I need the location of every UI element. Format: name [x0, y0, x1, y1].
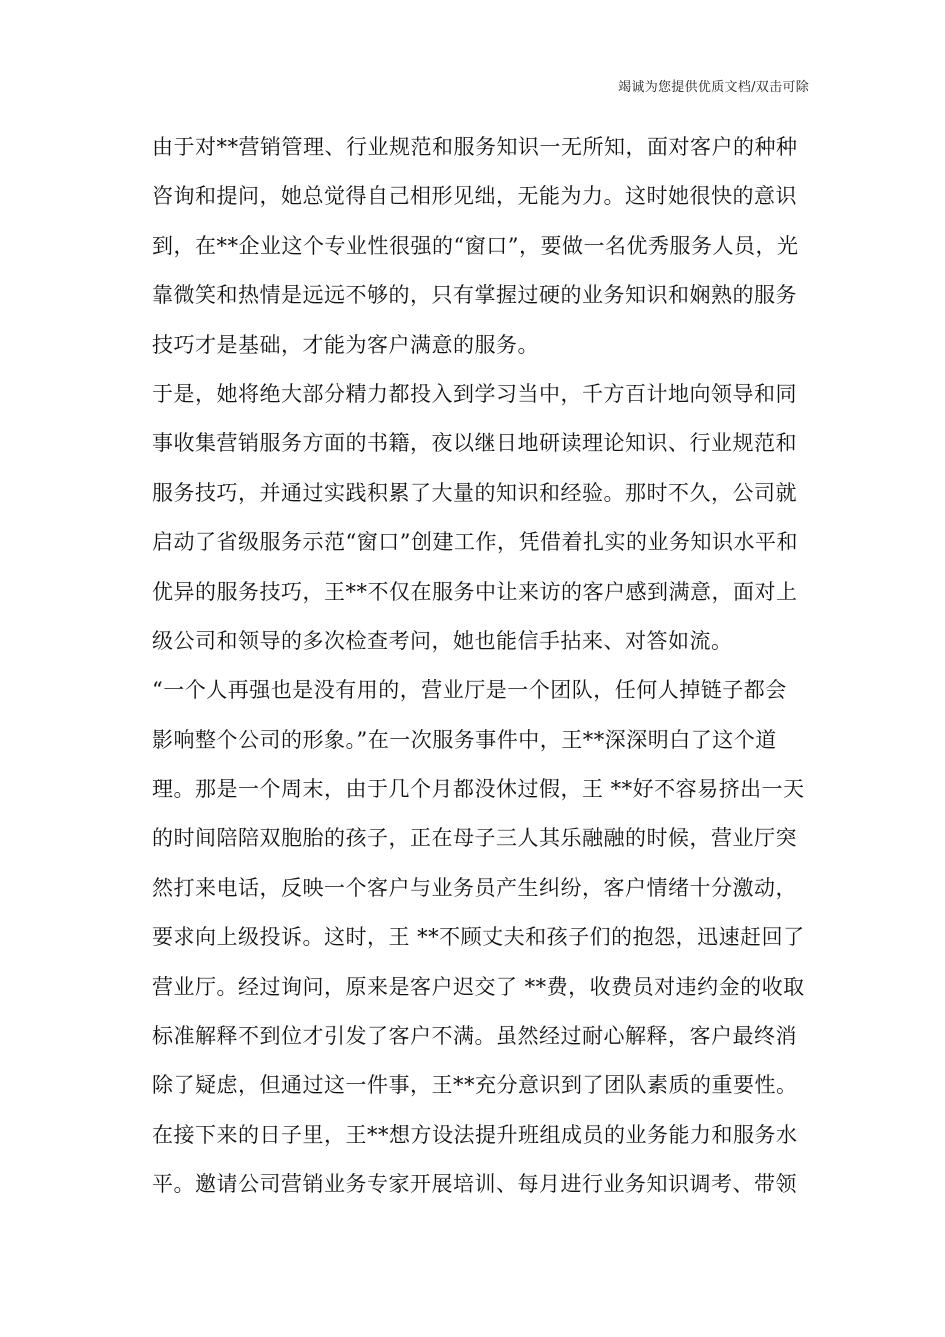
- header-note: 竭诚为您提供优质文档/双击可除: [618, 80, 809, 95]
- text-line: 级公司和领导的多次检查考问，她也能信手拈来、对答如流。: [152, 628, 733, 653]
- text-line: 优异的服务技巧，王**不仅在服务中让来访的客户感到满意，面对上: [152, 579, 798, 604]
- text-line: 然打来电话，反映一个客户与业务员产生纠纷，客户情绪十分激动，: [152, 875, 797, 900]
- text-line: 服务技巧，并通过实践积累了大量的知识和经验。那时不久，公司就: [152, 480, 797, 505]
- text-line: 靠微笑和热情是远远不够的，只有掌握过硬的业务知识和娴熟的服务: [152, 283, 797, 308]
- text-line: 要求向上级投诉。这时，王 **不顾丈夫和孩子们的抱怨，迅速赶回了: [152, 925, 805, 950]
- text-line: 技巧才是基础，才能为客户满意的服务。: [152, 332, 539, 357]
- text-line: 咨询和提问，她总觉得自己相形见绌，无能为力。这时她很快的意识: [152, 184, 797, 209]
- text-line: 营业厅。经过询问，原来是客户迟交了 **费，收费员对违约金的收取: [152, 974, 805, 999]
- text-line: 平。邀请公司营销业务专家开展培训、每月进行业务知识调考、带领: [152, 1172, 797, 1197]
- text-line: 启动了省级服务示范“窗口”创建工作，凭借着扎实的业务知识水平和: [152, 530, 798, 555]
- document-body: [152, 123, 812, 1210]
- text-line: 到，在**企业这个专业性很强的“窗口”，要做一名优秀服务人员，光: [152, 233, 799, 258]
- text-line: 标准解释不到位才引发了客户不满。虽然经过耐心解释，客户最终消: [152, 1024, 797, 1049]
- text-line: 由于对**营销管理、行业规范和服务知识一无所知，面对客户的种种: [152, 135, 798, 159]
- text-line: 于是，她将绝大部分精力都投入到学习当中，千方百计地向领导和同: [152, 381, 797, 406]
- text-line: 事收集营销服务方面的书籍，夜以继日地研读理论知识、行业规范和: [152, 431, 797, 456]
- text-line: “一个人再强也是没有用的，营业厅是一个团队，任何人掉链子都会: [152, 678, 787, 703]
- text-line: 的时间陪陪双胞胎的孩子，正在母子三人其乐融融的时候，营业厅突: [152, 826, 797, 851]
- text-line: 理。那是一个周末，由于几个月都没休过假，王 **好不容易挤出一天: [152, 777, 805, 802]
- text-line: 影响整个公司的形象。”在一次服务事件中，王**深深明白了这个道: [152, 727, 777, 752]
- text-line: 除了疑虑，但通过这一件事，王**充分意识到了团队素质的重要性。: [152, 1073, 798, 1098]
- text-line: 在接下来的日子里，王**想方设法提升班组成员的业务能力和服务水: [152, 1122, 798, 1147]
